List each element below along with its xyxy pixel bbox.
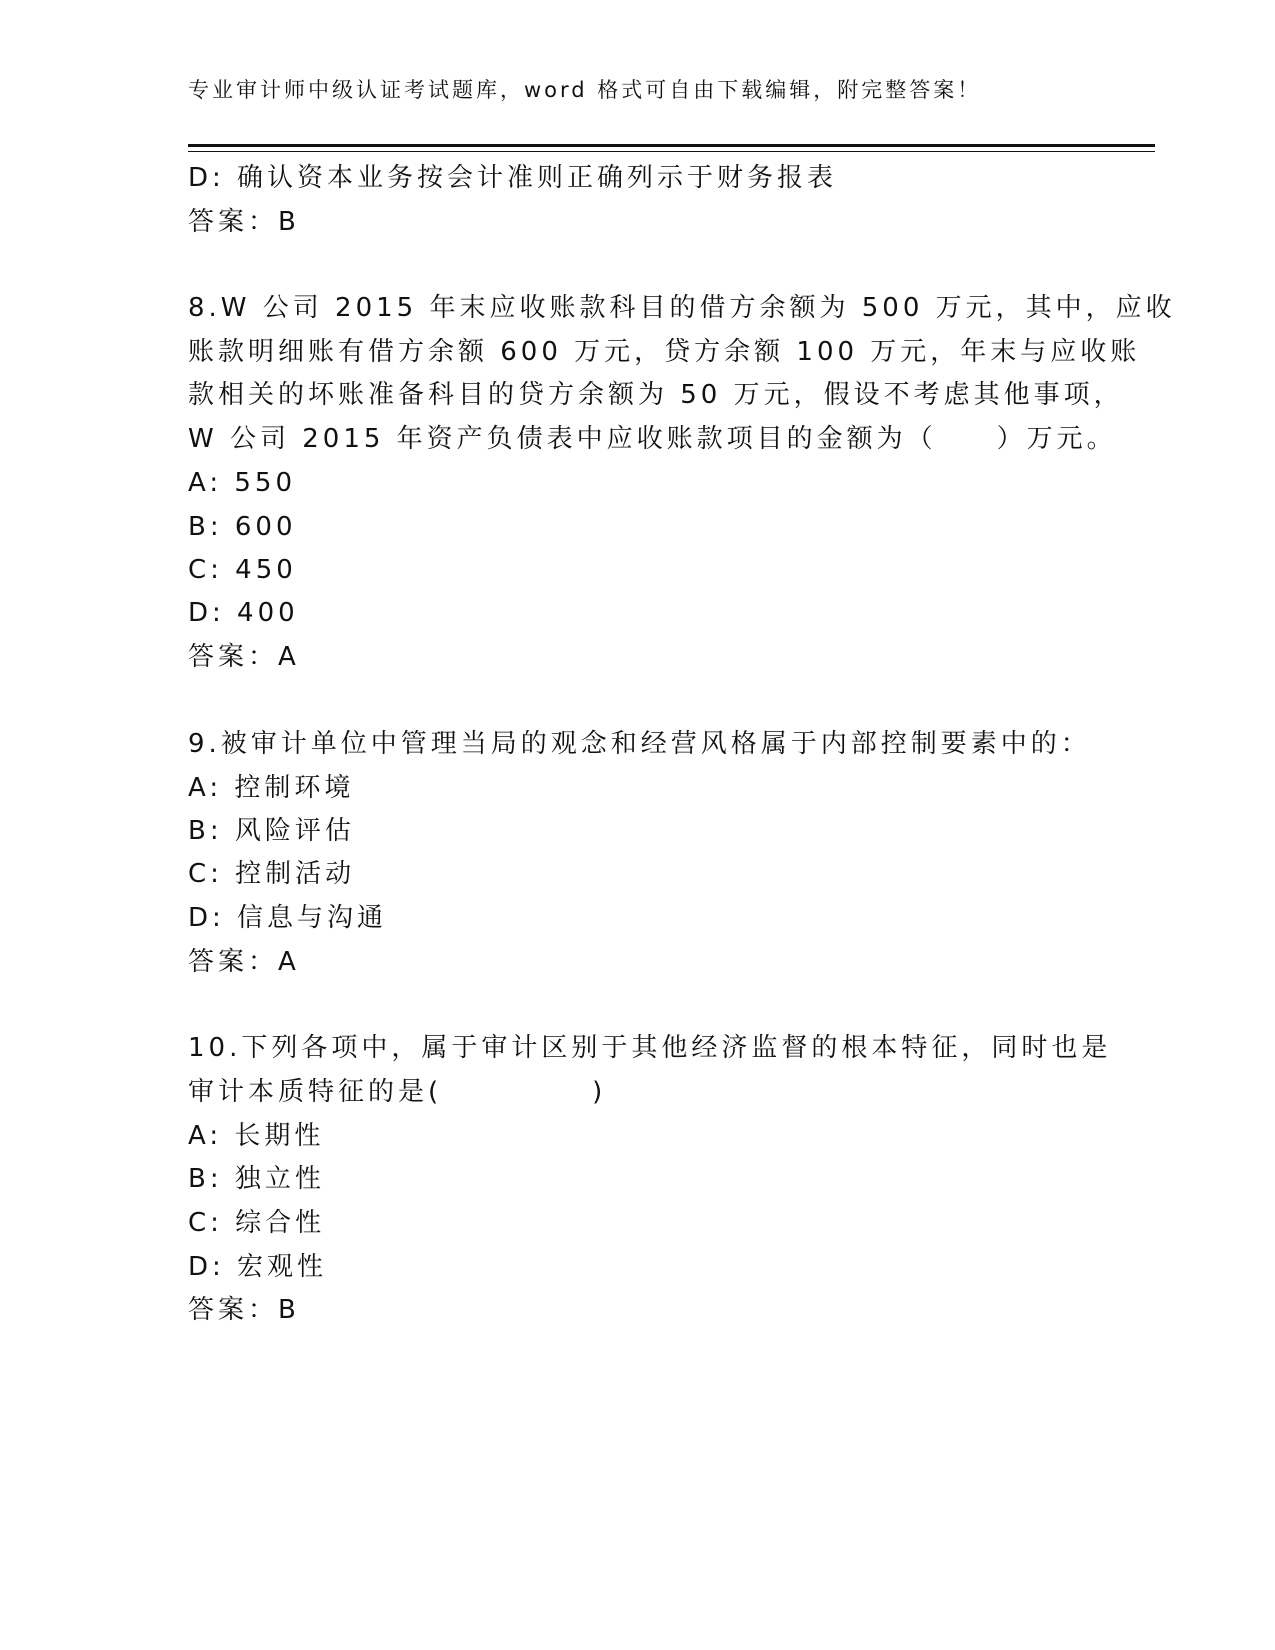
q8-option-b: B: 600 — [188, 512, 297, 542]
q8-text-line1: 8.W 公司 2015 年末应收账款科目的借方余额为 500 万元，其中，应收 — [188, 293, 1176, 323]
header-rule-thin — [188, 151, 1155, 152]
q10-option-b: B: 独立性 — [188, 1164, 325, 1194]
q9-text-line1: 9.被审计单位中管理当局的观念和经营风格属于内部控制要素中的： — [188, 729, 1091, 759]
q9-option-a: A: 控制环境 — [188, 773, 355, 803]
prev-option-d: D: 确认资本业务按会计准则正确列示于财务报表 — [188, 163, 838, 193]
q8-option-c: C: 450 — [188, 555, 297, 585]
q8-text-line2: 账款明细账有借方余额 600 万元，贷方余额 100 万元，年末与应收账 — [188, 337, 1141, 367]
q8-option-d: D: 400 — [188, 598, 299, 628]
q9-option-d: D: 信息与沟通 — [188, 903, 388, 933]
q10-text-line1: 10.下列各项中，属于审计区别于其他经济监督的根本特征，同时也是 — [188, 1033, 1112, 1063]
prev-answer: 答案：B — [188, 207, 300, 237]
q8-option-a: A: 550 — [188, 468, 296, 498]
q10-option-c: C: 综合性 — [188, 1208, 326, 1238]
q8-text-line4: W 公司 2015 年资产负债表中应收账款项目的金额为（ ）万元。 — [188, 424, 1117, 454]
q10-option-a: A: 长期性 — [188, 1121, 325, 1151]
q8-text-line3: 款相关的坏账准备科目的贷方余额为 50 万元，假设不考虑其他事项， — [188, 380, 1124, 410]
q9-answer: 答案：A — [188, 947, 300, 977]
q9-option-c: C: 控制活动 — [188, 859, 356, 889]
q10-answer: 答案：B — [188, 1295, 300, 1325]
q10-option-d: D: 宏观性 — [188, 1252, 328, 1282]
q10-text-line2: 审计本质特征的是( ) — [188, 1077, 607, 1107]
q9-option-b: B: 风险评估 — [188, 816, 355, 846]
q8-answer: 答案：A — [188, 642, 300, 672]
header-rule-thick — [188, 144, 1155, 147]
page-header: 专业审计师中级认证考试题库，word 格式可自由下载编辑，附完整答案！ — [188, 78, 982, 102]
